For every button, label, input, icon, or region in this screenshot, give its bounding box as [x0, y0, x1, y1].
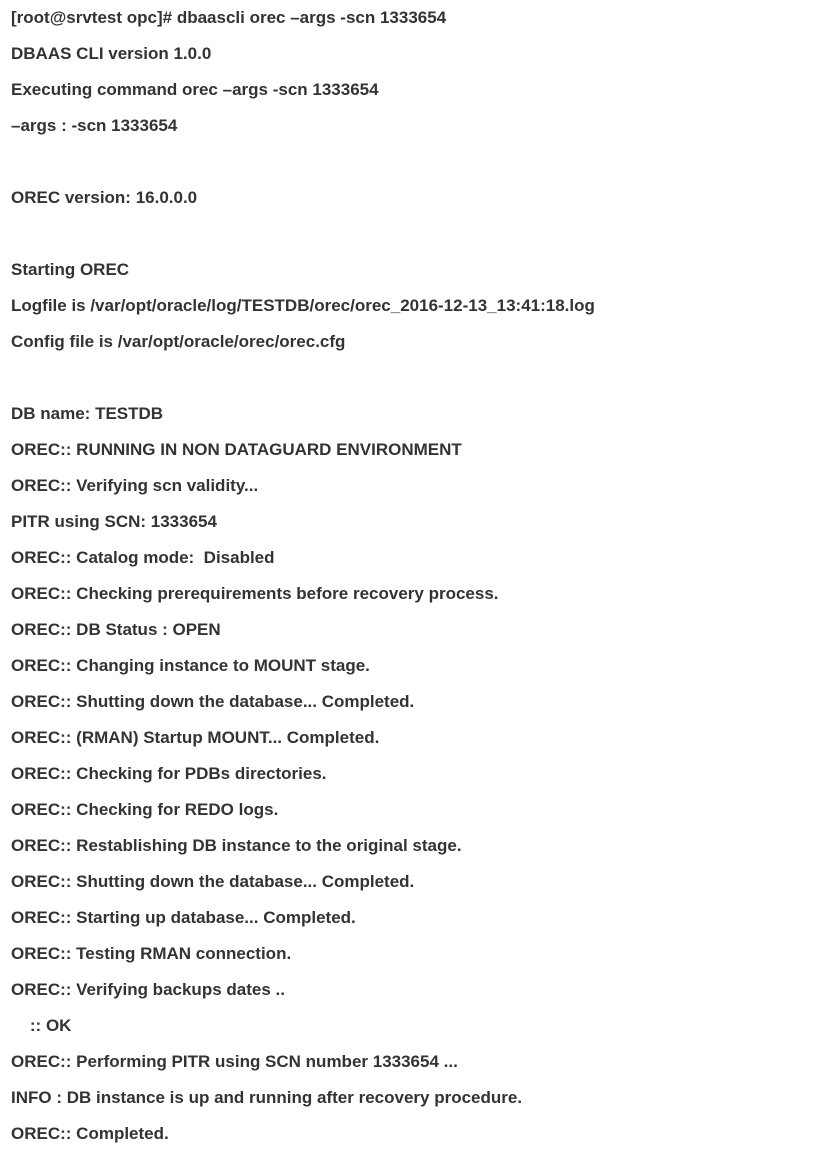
output-line: –args : -scn 1333654: [11, 116, 178, 135]
output-line: OREC:: Checking for PDBs directories.: [11, 764, 327, 783]
blank-line: [11, 360, 811, 396]
output-line: OREC:: Testing RMAN connection.: [11, 944, 292, 963]
command-line: [root@srvtest opc]# dbaascli orec –args -scn 1333654: [11, 8, 447, 27]
blank-line: [11, 216, 811, 252]
output-line: OREC:: Restablishing DB instance to the original stage.: [11, 836, 462, 855]
output-line: OREC:: Performing PITR using SCN number 1333654 ...: [11, 1052, 458, 1071]
output-line: Executing command orec –args -scn 1333654: [11, 80, 379, 99]
blank-line: [11, 144, 811, 180]
output-line: Starting OREC: [11, 260, 130, 279]
output-line: OREC:: Verifying backups dates ..: [11, 980, 285, 999]
output-line: OREC:: Starting up database... Completed.: [11, 908, 356, 927]
output-line: OREC:: Checking prerequirements before recovery process.: [11, 584, 499, 603]
output-line: PITR using SCN: 1333654: [11, 512, 217, 531]
output-line: OREC:: Changing instance to MOUNT stage.: [11, 656, 370, 675]
output-line: OREC version: 16.0.0.0: [11, 188, 198, 207]
output-line: OREC:: Verifying scn validity...: [11, 476, 259, 495]
output-line: OREC:: Shutting down the database... Completed.: [11, 692, 415, 711]
output-line: OREC:: Completed.: [11, 1124, 169, 1143]
output-line: OREC:: RUNNING IN NON DATAGUARD ENVIRONMENT: [11, 440, 462, 459]
output-line: OREC:: Catalog mode: Disabled: [11, 548, 275, 567]
output-line: OREC:: Checking for REDO logs.: [11, 800, 279, 819]
output-line: :: OK: [11, 1016, 72, 1035]
output-line: DBAAS CLI version 1.0.0: [11, 44, 212, 63]
terminal-output: [11, 0, 811, 1152]
output-line: OREC:: DB Status : OPEN: [11, 620, 221, 639]
output-line: Logfile is /var/opt/oracle/log/TESTDB/orec/orec_2016-12-13_13:41:18.log: [11, 296, 595, 315]
output-line: OREC:: Shutting down the database... Completed.: [11, 872, 415, 891]
output-line: DB name: TESTDB: [11, 404, 164, 423]
output-line: Config file is /var/opt/oracle/orec/orec.cfg: [11, 332, 346, 351]
output-line: INFO : DB instance is up and running after recovery procedure.: [11, 1088, 523, 1107]
output-line: OREC:: (RMAN) Startup MOUNT... Completed.: [11, 728, 380, 747]
